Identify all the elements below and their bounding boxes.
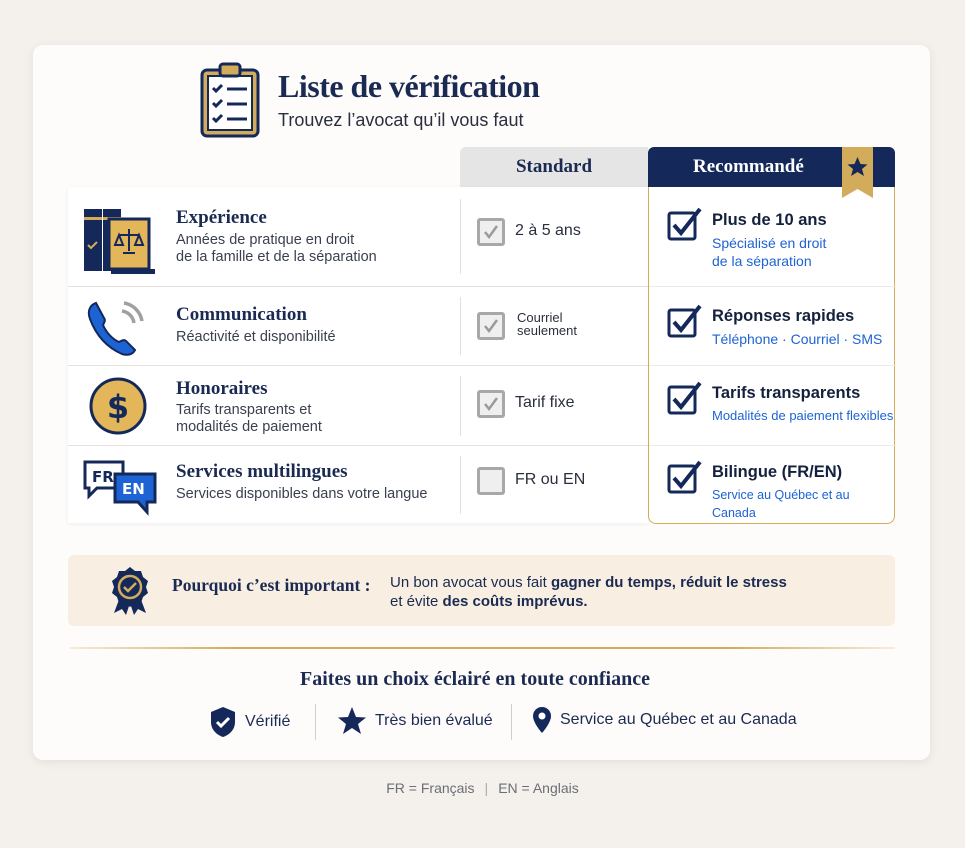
shield-check-icon <box>209 706 237 738</box>
badge-location: Service au Québec et au Canada <box>532 706 797 734</box>
standard-value: FR ou EN <box>515 471 586 488</box>
row-title: Services multilingues <box>176 461 348 482</box>
standard-checkbox-unchecked <box>477 467 505 495</box>
badge-rated: Très bien évalué <box>337 706 493 736</box>
importance-banner <box>68 555 895 626</box>
row-desc: Réactivité et disponibilité <box>176 329 336 345</box>
slogan: Faites un choix éclairé en toute confiance <box>300 668 650 690</box>
star-icon <box>337 706 367 736</box>
separator <box>315 704 316 740</box>
svg-text:$: $ <box>106 388 130 426</box>
checkbox-checked-icon <box>667 207 703 241</box>
svg-text:FR: FR <box>92 468 114 486</box>
recommended-cell: Réponses rapides Téléphone · Courriel · SMS <box>649 286 896 365</box>
standard-checkbox-checked <box>477 390 505 418</box>
recommended-cell: Tarifs transparents Modalités de paiement flexibles <box>649 365 896 445</box>
standard-value: Tarif fixe <box>515 394 575 411</box>
checkbox-checked-icon <box>667 304 703 338</box>
row-title: Communication <box>176 304 307 325</box>
separator <box>511 704 512 740</box>
page-title: Liste de vérification <box>278 68 540 104</box>
location-pin-icon <box>532 706 552 734</box>
table-row <box>68 187 648 286</box>
phone-icon <box>86 299 148 357</box>
row-title: Expérience <box>176 207 267 228</box>
banner-text: Un bon avocat vous fait gagner du temps, réduit le stress et évite des coûts imprévus. <box>390 574 787 610</box>
legend-footer: FR = Français | EN = Anglais <box>386 780 579 796</box>
divider <box>70 647 895 649</box>
recommended-cell: Plus de 10 ans Spécialisé en droit de la séparation <box>649 187 896 286</box>
row-title: Honoraires <box>176 378 268 399</box>
column-header-standard: Standard <box>460 147 648 187</box>
row-desc: Services disponibles dans votre langue <box>176 486 428 502</box>
page-subtitle: Trouvez l’avocat qu’il vous faut <box>278 110 524 130</box>
standard-value: Courriel seulement <box>517 310 577 338</box>
row-desc: Tarifs transparents et modalités de paiement <box>176 402 322 435</box>
standard-checkbox-checked <box>477 312 505 340</box>
language-bubbles-icon <box>83 460 159 516</box>
law-books-icon <box>83 205 157 275</box>
row-desc: Années de pratique en droit de la famille et de la séparation <box>176 232 377 265</box>
recommended-column <box>648 187 895 524</box>
svg-text:EN: EN <box>122 480 145 498</box>
dollar-coin-icon <box>88 376 148 436</box>
column-header-recommended: Recommandé <box>648 147 895 187</box>
table-row <box>68 445 648 523</box>
standard-checkbox-checked <box>477 218 505 246</box>
checkbox-checked-icon <box>667 381 703 415</box>
standard-value: 2 à 5 ans <box>515 222 581 239</box>
clipboard-icon <box>200 62 260 138</box>
table-row <box>68 365 648 445</box>
banner-label: Pourquoi c’est important : <box>172 575 371 595</box>
award-badge-icon <box>108 565 152 615</box>
table-row <box>68 286 648 365</box>
badge-verified: Vérifié <box>209 706 290 738</box>
comparison-table <box>68 187 648 523</box>
recommended-cell: Bilingue (FR/EN) Service au Québec et au Canada <box>649 445 896 523</box>
checkbox-checked-icon <box>667 460 703 494</box>
star-ribbon-icon <box>842 147 873 198</box>
